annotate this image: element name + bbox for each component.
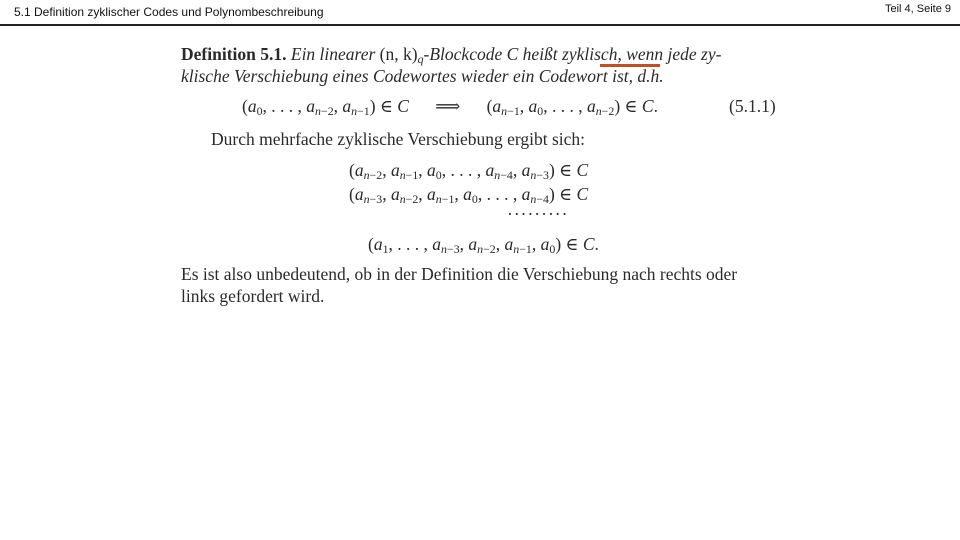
equation-number: (5.1.1) xyxy=(729,96,776,116)
definition-label: Definition 5.1. xyxy=(181,44,287,64)
defined-term-zyklisch: zyklisch xyxy=(562,44,618,64)
code-parameters: (n, k) xyxy=(379,44,418,64)
equation-shift: ($a_0$, . . . , $a_{n-2}$, $a_{n-1}$) ∈ C ⟹ ($a_{n-1}$, $a_0$, . . . , $a_{n-2}$) ∈ C. xyxy=(242,96,658,118)
definition-line-1 xyxy=(181,44,721,65)
code-symbol: C xyxy=(506,44,519,64)
shift-line-2: ($a_{n-3}$, $a_{n-2}$, $a_{n-1}$, $a_0$, . . . , $a_{n-4}$) ∈ C xyxy=(349,184,589,206)
shift-line-1: ($a_{n-2}$, $a_{n-1}$, $a_0$, . . . , $a_{n-4}$, $a_{n-3}$) ∈ C xyxy=(349,160,589,182)
header-title: 5.1 Definition zyklischer Codes und Polynombeschreibung xyxy=(14,5,324,19)
header-page-number: Teil 4, Seite 9 xyxy=(884,3,951,15)
conclusion-line-2: links gefordert wird. xyxy=(181,286,325,306)
definition-text: heißt xyxy=(522,44,558,64)
intro-text: Durch mehrfache zyklische Verschiebung ergibt sich: xyxy=(211,129,586,149)
definition-line-2: klische Verschiebung eines Codewortes wieder ein Codewort ist, d.h. xyxy=(181,66,664,86)
conclusion-line-1: Es ist also unbedeutend, ob in der Definition die Verschiebung nach rechts oder xyxy=(181,264,738,284)
definition-text: , wenn jede zy- xyxy=(617,44,722,64)
field-size-q: q xyxy=(417,51,424,66)
definition-text: Ein linearer xyxy=(290,44,376,64)
shift-line-last: ($a_1$, . . . , $a_{n-3}$, $a_{n-2}$, $a_{n-1}$, $a_0$) ∈ C. xyxy=(368,234,599,256)
continuation-dots: ········· xyxy=(507,204,569,224)
definition-text: -Blockcode xyxy=(423,44,503,64)
